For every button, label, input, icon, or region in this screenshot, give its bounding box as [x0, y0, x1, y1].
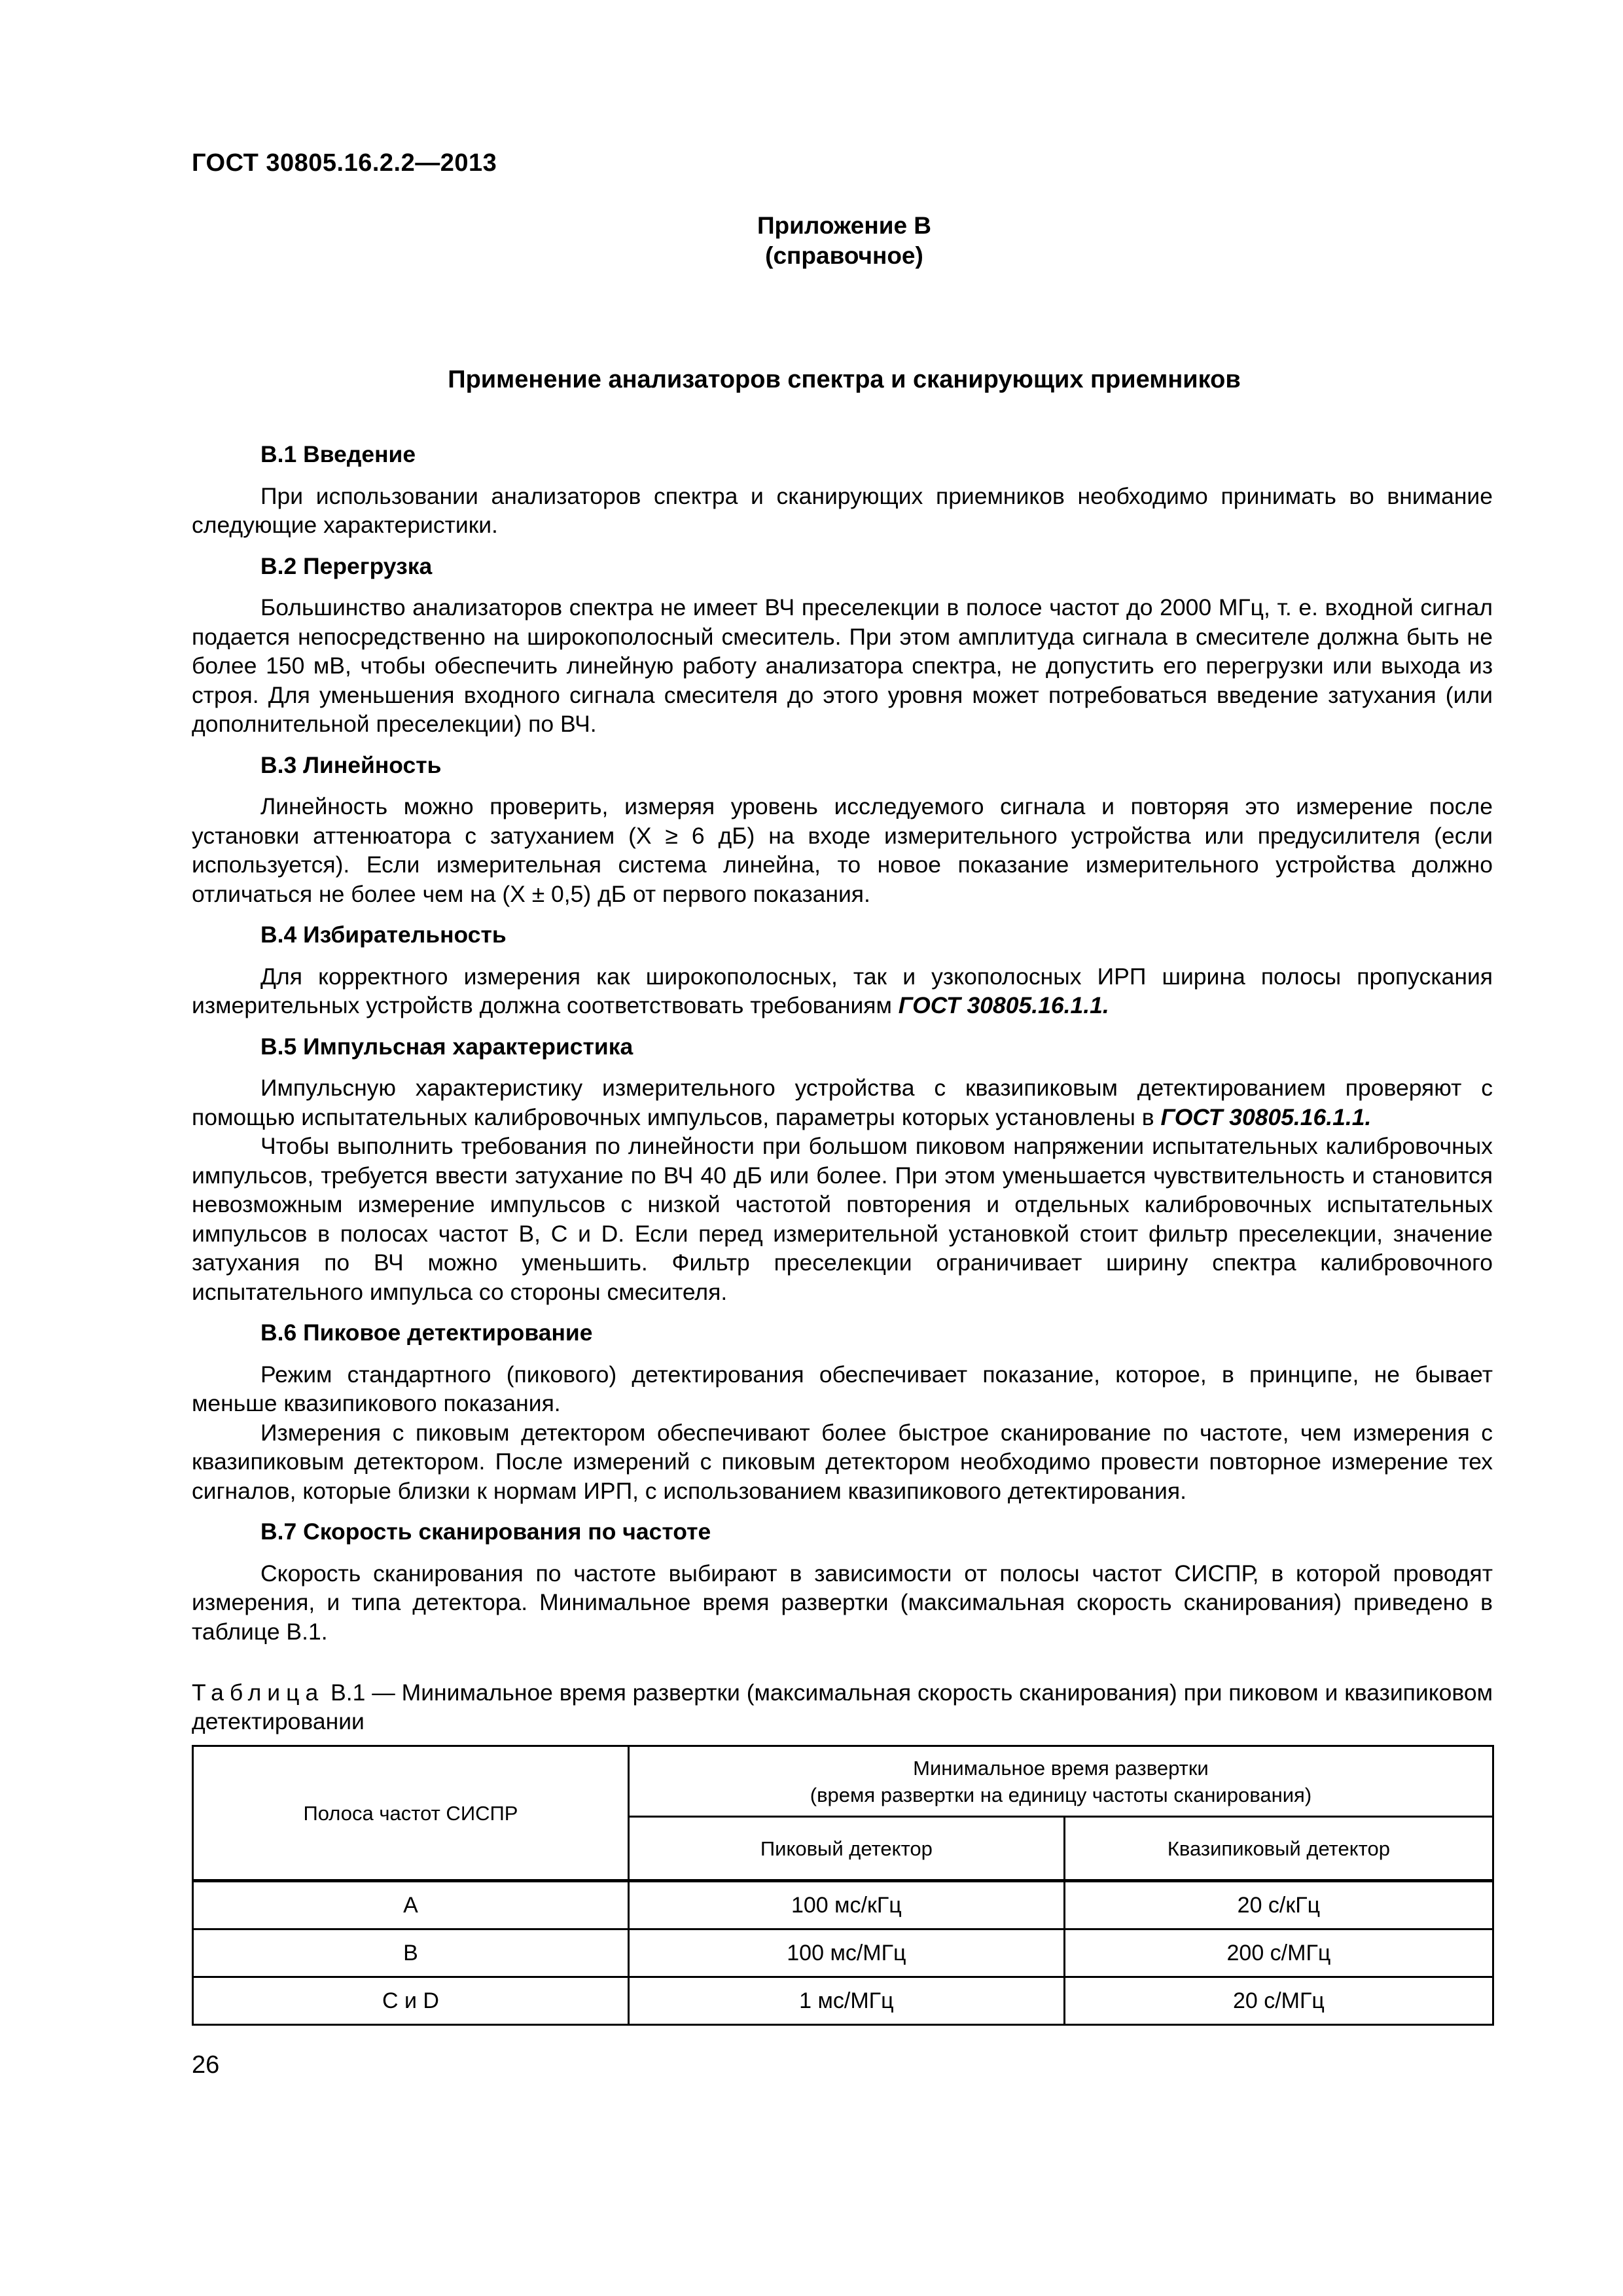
document-code: ГОСТ 30805.16.2.2—2013	[192, 149, 497, 177]
paragraph	[192, 1073, 1493, 1132]
section-heading-b5: В.5 Импульсная характеристика	[260, 1033, 633, 1060]
paragraph: Линейность можно проверить, измеряя уровень исследуемого сигнала и повторяя это измерение после установки аттенюатора с затуханием (X ≥ 6 дБ) на входе измерительного устройства или предусилителя (если используется). Если измерительная система линейна, то новое показание измерительного устройства должно отличаться не более чем на (X ± 0,5) дБ от первого показания.	[192, 793, 1493, 907]
paragraph: Большинство анализаторов спектра не имеет ВЧ преселекции в полосе частот до 2000 МГц, т. е. входной сигнал подается непосредственно на широкополосный смеситель. При этом амплитуда сигнала в смесителе должна быть не более 150 мВ, чтобы обеспечить линейную работу анализатора спектра, не допустить его перегрузки или выхода из строя. Для уменьшения входного сигнала смесителя до этого уровня может потребоваться введение затухания (или дополнительной преселекции) по ВЧ.	[192, 594, 1493, 737]
column-group-header-line1: Минимальное время развертки	[913, 1756, 1209, 1780]
cell-peak: 1 мс/МГц	[628, 1977, 1064, 2025]
paragraph: Скорость сканирования по частоте выбирают в зависимости от полосы частот СИСПР, в которой проводят измерения, и типа детектора. Минимальное время развертки (максимальная скорость сканирования) приведено в таблице В.1.	[192, 1560, 1493, 1645]
appendix-label: Приложение В	[757, 212, 932, 239]
paragraph-text: Импульсную характеристику измерительного устройства с квазипиковым детектированием проверяют с помощью испытательных калибровочных импульсов, параметры которых установлены в	[192, 1075, 1493, 1130]
column-header-quasi-peak: Квазипиковый детектор	[1064, 1817, 1493, 1881]
cell-band: C и D	[193, 1977, 629, 2025]
page-number: 26	[192, 2051, 220, 2079]
appendix-kind: (справочное)	[765, 242, 923, 269]
cell-band: B	[193, 1929, 629, 1977]
paragraph-text: Для корректного измерения как широкополосных, так и узкополосных ИРП ширина полосы пропускания измерительных устройств должна соответствовать требованиям	[192, 963, 1493, 1018]
section-heading-b7: В.7 Скорость сканирования по частоте	[260, 1518, 711, 1545]
appendix-heading	[0, 211, 1623, 271]
sweep-time-table	[192, 1745, 1494, 2026]
column-header-peak: Пиковый детектор	[628, 1817, 1064, 1881]
cell-band: A	[193, 1881, 629, 1929]
paragraph: Чтобы выполнить требования по линейности при большом пиковом напряжении испытательных калибровочных импульсов, требуется ввести затухание по ВЧ 40 дБ или более. При этом уменьшается чувствительность и становится невозможным измерение импульсов с низкой частотой повторения и отдельных калибровочных испытательных импульсов в полосах частот В, С и D. Если перед измерительной установкой стоит фильтр преселекции, значение затухания по ВЧ можно уменьшить. Фильтр преселекции ограничивает ширину спектра калибровочного испытательного импульса со стороны смесителя.	[192, 1133, 1493, 1305]
table-row	[193, 1977, 1493, 2025]
section-heading-b3: В.3 Линейность	[260, 751, 442, 778]
cell-quasi-peak: 20 с/МГц	[1064, 1977, 1493, 2025]
column-header-band: Полоса частот СИСПР	[193, 1746, 629, 1881]
paragraph: Режим стандартного (пикового) детектирования обеспечивает показание, которое, в принципе, не бывает меньше квазипикового показания.	[192, 1361, 1493, 1416]
table-caption-label: Таблица	[192, 1679, 325, 1706]
section-heading-b4: В.4 Избирательность	[260, 922, 507, 948]
section-heading-b6: В.6 Пиковое детектирование	[260, 1319, 593, 1346]
section-heading-b2: В.2 Перегрузка	[260, 552, 433, 579]
column-group-header	[628, 1746, 1493, 1817]
section-heading-b1: В.1 Введение	[260, 441, 416, 467]
paragraph	[192, 962, 1493, 1020]
cell-quasi-peak: 20 с/кГц	[1064, 1881, 1493, 1929]
appendix-title: Применение анализаторов спектра и сканирующих приемников	[448, 366, 1241, 393]
document-body	[192, 440, 1493, 1646]
column-group-header-line2: (время развертки на единицу частоты сканирования)	[810, 1783, 1312, 1806]
table-caption	[192, 1678, 1493, 1736]
table-row	[193, 1881, 1493, 1929]
standard-reference: ГОСТ 30805.16.1.1.	[1160, 1103, 1372, 1130]
paragraph: Измерения с пиковым детектором обеспечивают более быстрое сканирование по частоте, чем измерения с квазипиковым детектором. После измерений с пиковым детектором необходимо провести повторное измерение тех сигналов, которые близки к нормам ИРП, с использованием квазипикового детектирования.	[192, 1419, 1493, 1504]
cell-peak: 100 мс/МГц	[628, 1929, 1064, 1977]
cell-quasi-peak: 200 с/МГц	[1064, 1929, 1493, 1977]
table-row	[193, 1929, 1493, 1977]
cell-peak: 100 мс/кГц	[628, 1881, 1064, 1929]
table-caption-text: В.1 — Минимальное время развертки (максимальная скорость сканирования) при пиковом и квазипиковом детектировании	[192, 1679, 1493, 1734]
paragraph: При использовании анализаторов спектра и сканирующих приемников необходимо принимать во внимание следующие характеристики.	[192, 482, 1493, 538]
standard-reference: ГОСТ 30805.16.1.1.	[898, 992, 1109, 1018]
